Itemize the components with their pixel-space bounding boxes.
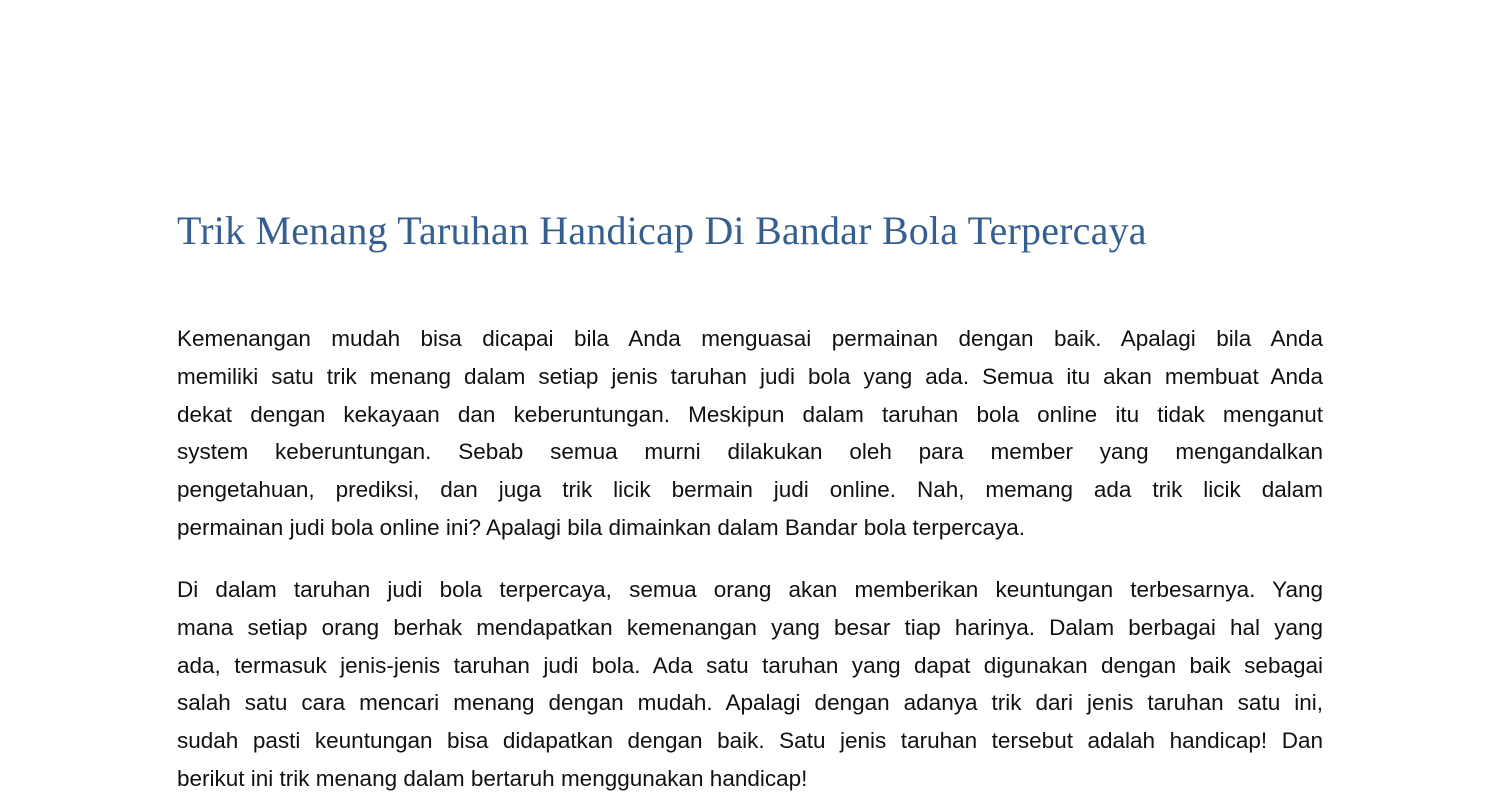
- paragraph-line: dekat dengan kekayaan dan keberuntungan. Meskipun dalam taruhan bola online itu tidak menganut: [177, 401, 1323, 427]
- paragraph-line: pengetahuan, prediksi, dan juga trik licik bermain judi online. Nah, memang ada trik licik dalam: [177, 477, 1323, 503]
- paragraph-2: [177, 571, 1323, 798]
- paragraph-line: Di dalam taruhan judi bola terpercaya, semua orang akan memberikan keuntungan terbesarnya. Yang: [177, 577, 1323, 602]
- paragraph-line: berikut ini trik menang dalam bertaruh menggunakan handicap!: [177, 765, 808, 791]
- paragraph-line: ada, termasuk jenis-jenis taruhan judi bola. Ada satu taruhan yang dapat digunakan dengan baik sebagai: [177, 652, 1323, 678]
- paragraph-line: memiliki satu trik menang dalam setiap jenis taruhan judi bola yang ada. Semua itu akan membuat Anda: [177, 363, 1323, 389]
- paragraph-line: salah satu cara mencari menang dengan mudah. Apalagi dengan adanya trik dari jenis taruhan satu ini,: [177, 690, 1323, 716]
- paragraph-line: system keberuntungan. Sebab semua murni dilakukan oleh para member yang mengandalkan: [177, 439, 1323, 465]
- paragraph-line: Kemenangan mudah bisa dicapai bila Anda menguasai permainan dengan baik. Apalagi bila Anda: [177, 326, 1323, 351]
- paragraph-line: mana setiap orang berhak mendapatkan kemenangan yang besar tiap harinya. Dalam berbagai hal yang: [177, 614, 1323, 640]
- paragraph-line: permainan judi bola online ini? Apalagi bila dimainkan dalam Bandar bola terpercaya.: [177, 514, 1026, 540]
- document-title: Trik Menang Taruhan Handicap Di Bandar Bola Terpercaya: [177, 208, 1147, 253]
- paragraph-line: sudah pasti keuntungan bisa didapatkan dengan baik. Satu jenis taruhan tersebut adalah handicap! Dan: [177, 728, 1323, 754]
- paragraph-1: [177, 320, 1323, 547]
